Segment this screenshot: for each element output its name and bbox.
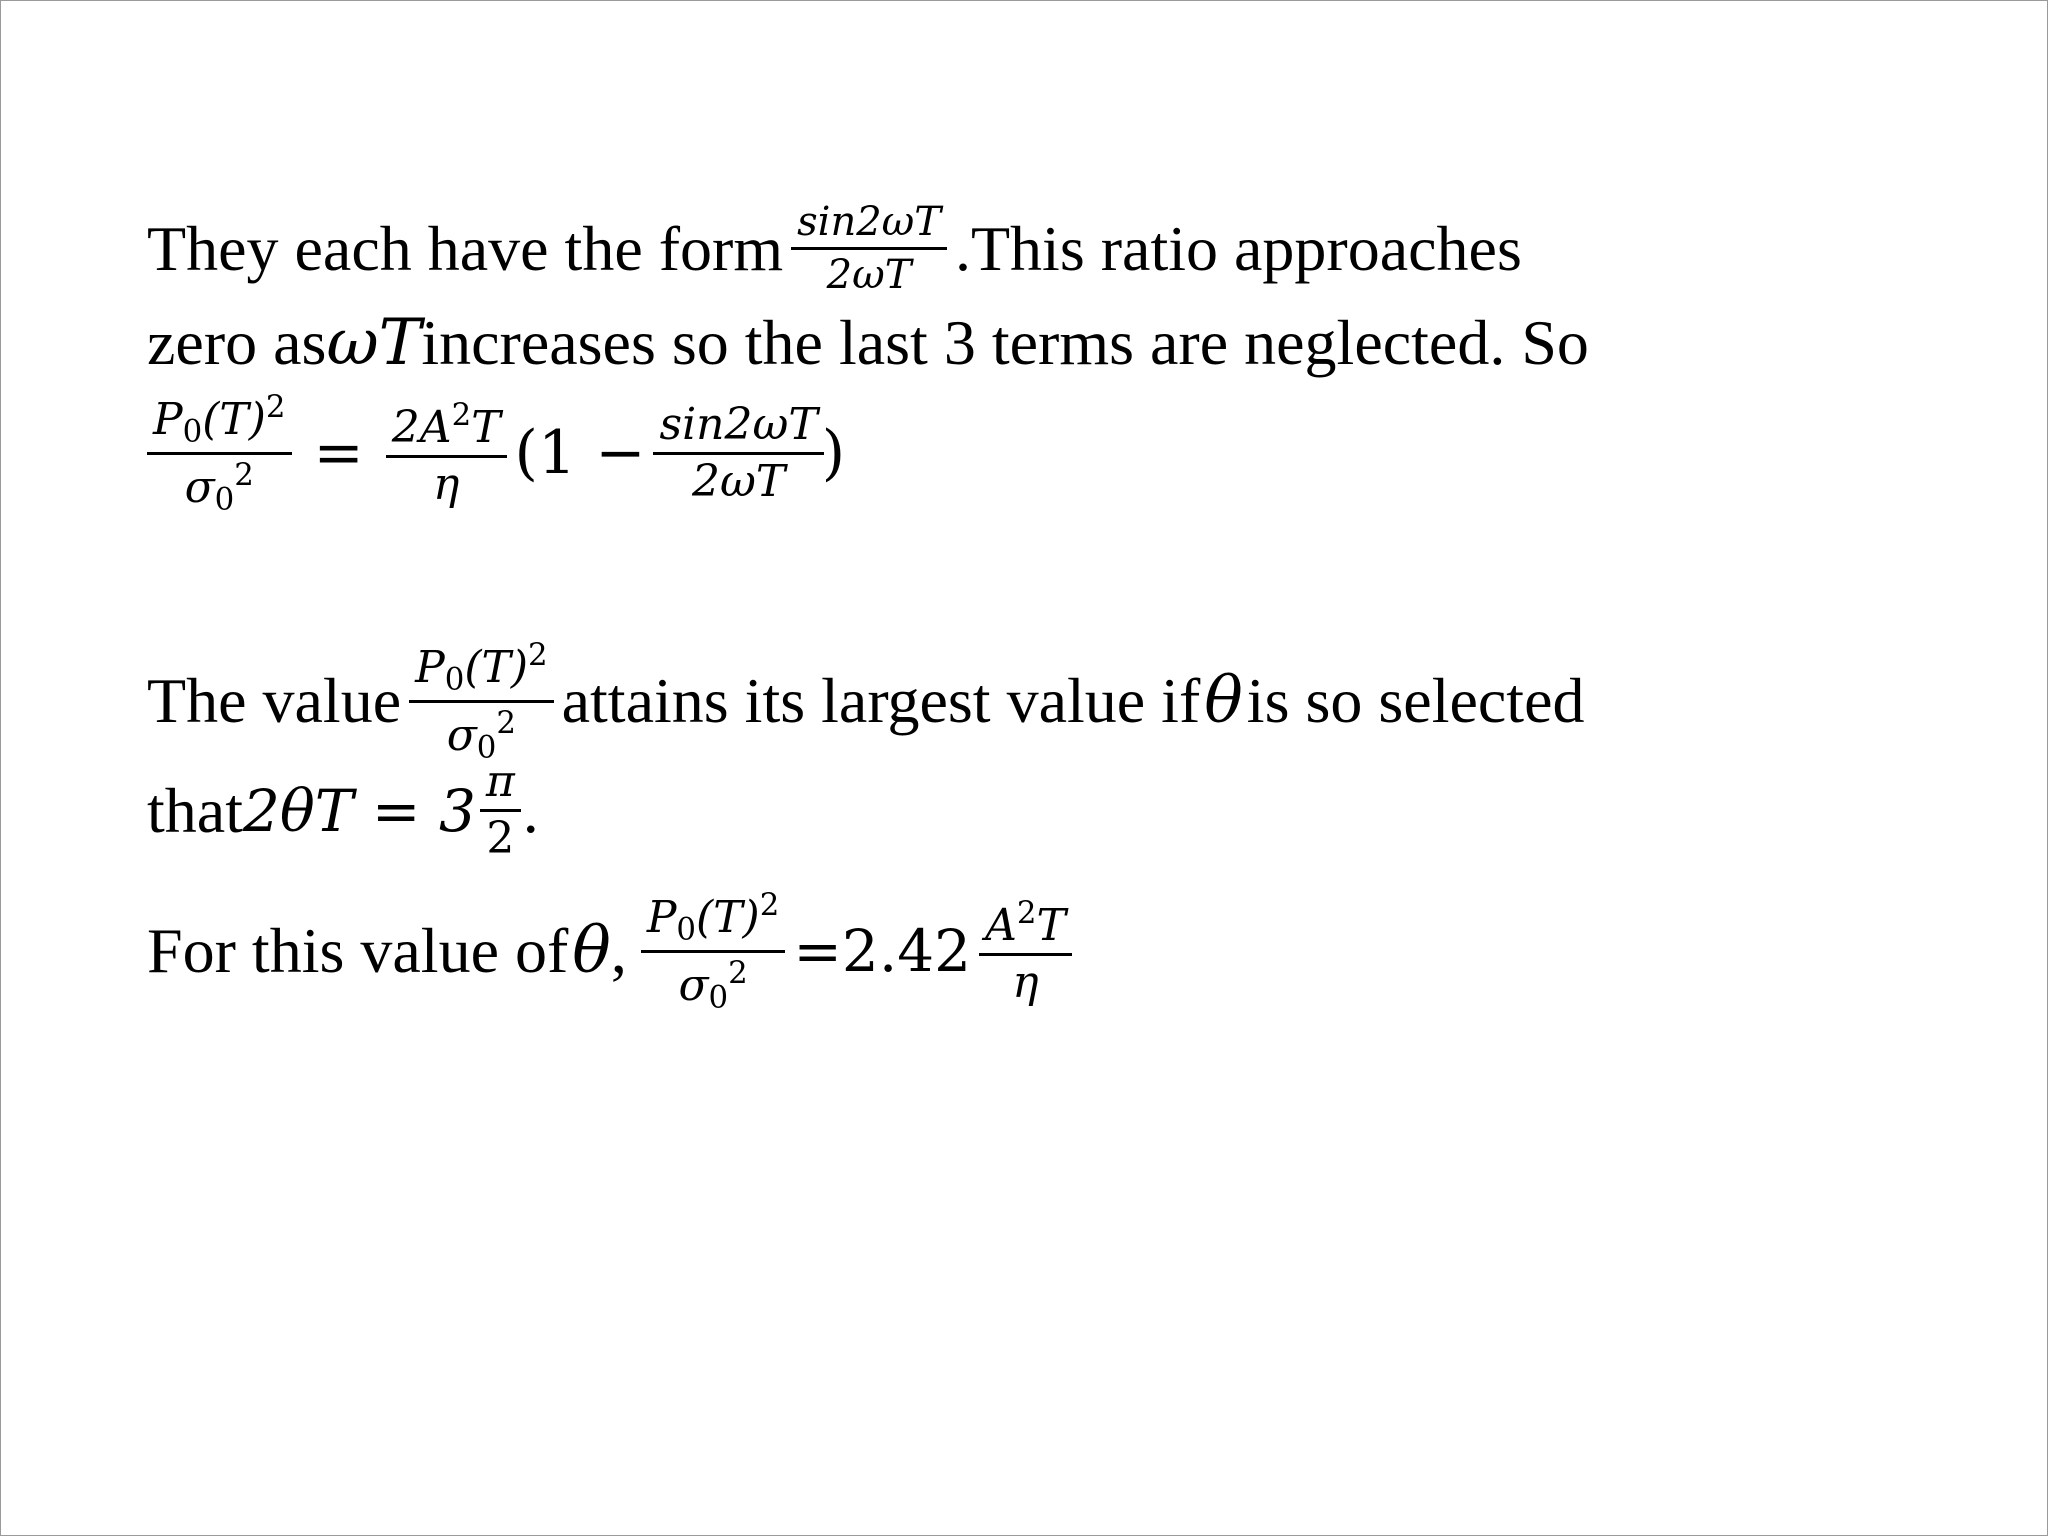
line6-a: For this value of [147, 915, 569, 987]
fraction-sin-over-2wt [791, 201, 947, 296]
equals-sign: = [313, 418, 364, 489]
text-line-1 [147, 201, 1522, 296]
fraction-p0-over-sigma0 [641, 889, 786, 1014]
line1-prefix: They each have the form [147, 212, 784, 284]
fraction-bar [409, 700, 554, 703]
line6-comma: , [610, 915, 627, 987]
fraction-denominator: 2 [486, 813, 515, 865]
fraction-numerator: π [485, 756, 515, 807]
fraction-denominator: $\sigma_0^2$ [446, 704, 516, 766]
fraction-numerator: sin2ωT [797, 199, 941, 245]
theta-symbol: θ [1204, 664, 1243, 739]
line4-c: is so selected [1246, 665, 1585, 737]
fraction-bar [979, 953, 1072, 956]
value-2-42: =2.42 [793, 917, 972, 986]
line4-b: attains its largest value if [561, 665, 1201, 737]
line4-prefix: The value [147, 665, 402, 737]
paren-close: ) [821, 418, 846, 489]
fraction-a2t-over-eta [979, 894, 1072, 1008]
text-line-5 [147, 756, 539, 865]
fraction-numerator: sin2ωT [659, 398, 818, 450]
fraction-denominator: η [1012, 956, 1039, 1008]
fraction-denominator: 2ωT [691, 455, 786, 507]
fraction-numerator: $A^2T$ [985, 894, 1066, 951]
fraction-pi-over-2 [480, 756, 521, 865]
fraction-bar [791, 247, 947, 250]
fraction-bar [653, 452, 823, 455]
equation-2-theta-t: 2θT = 3 [242, 776, 476, 845]
fraction-sin-over-2wt-inner [653, 398, 823, 507]
fraction-p0-over-sigma0 [409, 639, 554, 764]
fraction-2a2t-over-eta [386, 396, 507, 510]
fraction-bar [147, 452, 292, 455]
equation-line-3 [147, 391, 845, 516]
omega-t-symbol: ωT [326, 306, 422, 380]
fraction-bar [480, 809, 521, 812]
text-line-6 [147, 889, 1080, 1014]
line1-suffix: .This ratio approaches [954, 212, 1522, 284]
line2-a: zero as [147, 307, 327, 378]
fraction-bar [641, 950, 786, 953]
paren-open-one-minus: (1 − [514, 418, 646, 489]
line5-period: . [522, 774, 539, 846]
fraction-denominator: $\sigma_0^2$ [678, 954, 748, 1016]
theta-symbol: θ [572, 914, 611, 989]
fraction-numerator: $P_0(T)^2$ [646, 887, 780, 948]
fraction-numerator: $P_0(T)^2$ [153, 389, 286, 450]
line2-b: increases so the last 3 terms are neglected. So [421, 307, 1589, 378]
text-line-4 [147, 639, 1584, 764]
fraction-denominator: 2ωT [826, 252, 912, 298]
fraction-bar [386, 455, 507, 458]
line5-a: that [147, 774, 243, 846]
text-line-2 [147, 306, 1589, 380]
fraction-numerator: $P_0(T)^2$ [415, 637, 548, 698]
fraction-numerator: $2A^2T$ [391, 396, 501, 453]
fraction-denominator: η [432, 458, 460, 510]
fraction-denominator: $\sigma_0^2$ [184, 456, 254, 518]
fraction-p0-over-sigma0 [147, 391, 292, 516]
